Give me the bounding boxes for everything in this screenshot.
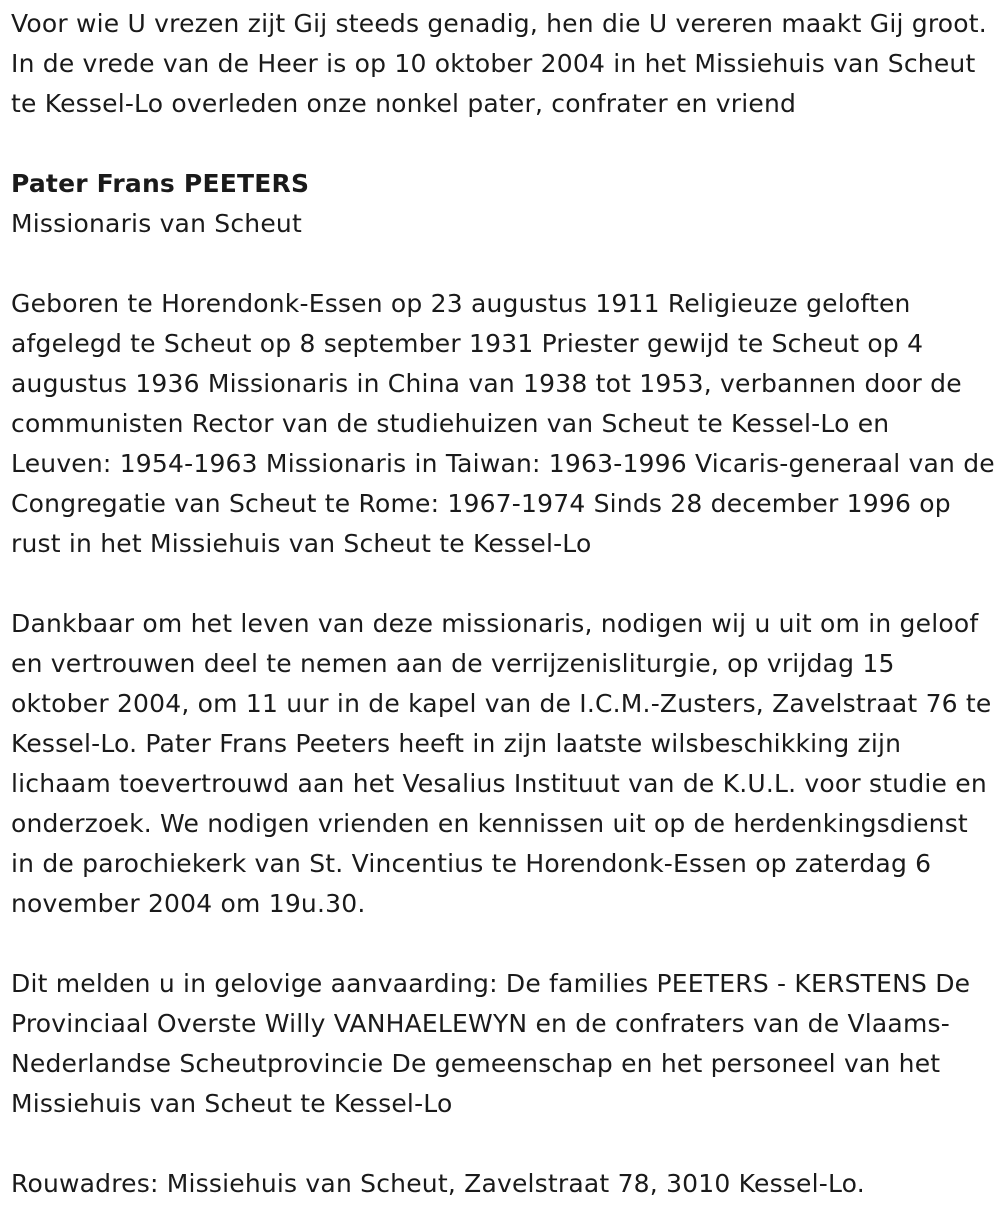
spacer [11, 244, 996, 284]
announcement-paragraph: Dit melden u in gelovige aanvaarding: De families PEETERS - KERSTENS De Provinciaal Overste Willy VANHAELEWYN en de confraters van de Vlaams-Nederlandse Scheutprovincie De gemeenschap en het personeel van het Missiehuis van Scheut te Kessel-Lo [11, 969, 971, 1118]
intro-paragraph: Voor wie U vrezen zijt Gij steeds genadig, hen die U vereren maakt Gij groot. In de vrede van de Heer is op 10 oktober 2004 in het Missiehuis van Scheut te Kessel-Lo overleden onze nonkel pater, confrater en vriend [11, 9, 987, 118]
spacer [11, 924, 996, 964]
spacer [11, 1124, 996, 1164]
deceased-name: Pater Frans PEETERS [11, 169, 310, 198]
invitation-paragraph: Dankbaar om het leven van deze missionaris, nodigen wij u uit om in geloof en vertrouwen deel te nemen aan de verrijzenisliturgie, op vrijdag 15 oktober 2004, om 11 uur in de kapel van de I.C.M.-Zusters, Zavelstraat 76 te Kessel-Lo. Pater Frans Peeters heeft in zijn laatste wilsbeschikking zijn lichaam toevertrouwd aan het Vesalius Instituut van de K.U.L. voor studie en onderzoek. We nodigen vrienden en kennissen uit op de herdenkingsdienst in de parochiekerk van St. Vincentius te Horendonk-Essen op zaterdag 6 november 2004 om 19u.30. [11, 609, 992, 918]
obituary-document [11, 4, 996, 1204]
biography-paragraph: Geboren te Horendonk-Essen op 23 augustus 1911 Religieuze geloften afgelegd te Scheut op 8 september 1931 Priester gewijd te Scheut op 4 augustus 1936 Missionaris in China van 1938 tot 1953, verbannen door de communisten Rector van de studiehuizen van Scheut te Kessel-Lo en Leuven: 1954-1963 Missionaris in Taiwan: 1963-1996 Vicaris-generaal van de Congregatie van Scheut te Rome: 1967-1974 Sinds 28 december 1996 op rust in het Missiehuis van Scheut te Kessel-Lo [11, 289, 995, 558]
deceased-subtitle: Missionaris van Scheut [11, 209, 302, 238]
spacer [11, 124, 996, 164]
spacer [11, 564, 996, 604]
mourning-address: Rouwadres: Missiehuis van Scheut, Zavelstraat 78, 3010 Kessel-Lo. [11, 1169, 865, 1198]
